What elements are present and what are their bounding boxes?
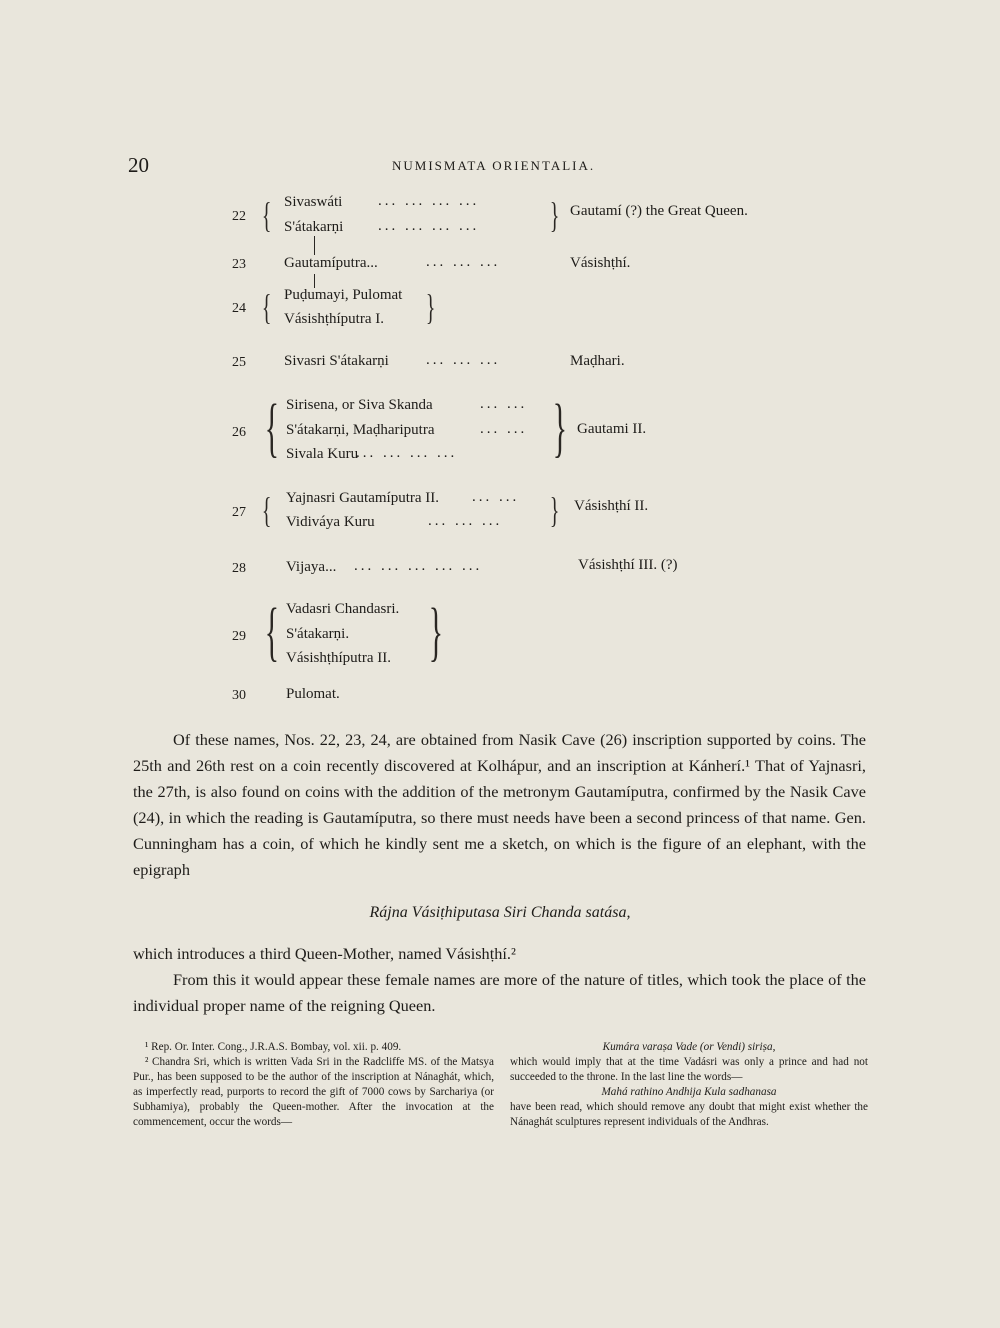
ruler-name: Vadasri Chandasri.	[286, 601, 400, 617]
right-brace: }	[549, 195, 560, 235]
paragraph: From this it would appear these female names are more of the nature of titles, which took the place of the individual proper name of the reigning Queen.	[133, 970, 866, 1015]
left-brace: {	[264, 595, 279, 668]
descent-line	[314, 274, 315, 288]
footnote-quote: Mahá rathino Andhija Kula sadhanasa	[601, 1085, 777, 1098]
page-number: 20	[128, 153, 149, 177]
paragraph: which introduces a third Queen-Mother, named Vásishṭhí.²	[133, 944, 516, 963]
ruler-name: Pulomat.	[286, 686, 340, 702]
queen-name: Maḍhari.	[570, 353, 625, 369]
ruler-name: Vidiváya Kuru	[286, 514, 375, 530]
row-number: 26	[232, 425, 246, 440]
descent-line	[314, 236, 315, 255]
ruler-name: Vásishṭhíputra II.	[286, 650, 391, 666]
body-text	[133, 727, 866, 883]
ruler-name: Vijaya...	[286, 559, 337, 575]
leader-dots: ... ... ... ...	[378, 193, 480, 209]
ruler-name: Sivaswáti	[284, 194, 343, 210]
paragraph: Of these names, Nos. 22, 23, 24, are obtained from Nasik Cave (26) inscription supported by coins. The 25th and 26th rest on a coin recently discovered at Kolhápur, and an inscription at Kánherí.¹ That of Yajnasri, the 27th, is also found on coins with the addition of the metronym Gautamíputra, confirmed by the Nasik Cave (24), in which the reading is Gautamíputra, so there must needs have been a second princess of that name. Gen. Cunningham has a coin, of which he kindly sent me a sketch, on which is the figure of an elephant, with the epigraph	[133, 730, 866, 879]
leader-dots: ... ...	[480, 421, 528, 437]
epigraph: Rájna Vásiṭhiputasa Siri Chanda satása,	[369, 904, 631, 921]
row-number: 27	[232, 505, 246, 520]
left-brace: {	[261, 287, 272, 327]
right-brace: }	[552, 391, 567, 464]
right-brace: }	[425, 287, 436, 327]
ruler-name: Gautamíputra...	[284, 255, 378, 271]
queen-name: Vásishṭhí.	[570, 255, 631, 271]
queen-name: Vásishṭhí II.	[574, 498, 649, 514]
footnotes-right	[510, 1040, 868, 1129]
leader-dots: ... ... ...	[426, 352, 501, 368]
queen-name: Vásishṭhí III. (?)	[578, 557, 678, 573]
ruler-name: Vásishṭhíputra I.	[284, 311, 384, 327]
row-number: 24	[232, 301, 246, 316]
row-number: 25	[232, 355, 246, 370]
leader-dots: ... ... ... ... ...	[354, 558, 483, 574]
ruler-name: Sivala Kuru	[286, 446, 359, 462]
footnote-text: which would imply that at the time Vadásri was only a prince and had not succeeded to the throne. In the last line the words—	[510, 1055, 868, 1083]
row-number: 22	[232, 209, 246, 224]
queen-name: Gautamí (?) the Great Queen.	[570, 203, 748, 219]
leader-dots: ... ...	[472, 489, 520, 505]
row-number: 30	[232, 688, 246, 703]
leader-dots: ... ... ... ...	[356, 445, 458, 461]
footnote-2: ² Chandra Sri, which is written Vada Sri in the Radcliffe MS. of the Matsya Pur., has been supposed to be the author of the inscription at Nánaghát, which, as imperfectly read, purports to record the gift of 7000 cows by Sarchariya (or Subhamiya), probably the Queen-mother. After the invocation at the commencement, occur the words—	[133, 1055, 494, 1128]
footnotes-left	[133, 1040, 494, 1129]
leader-dots: ... ... ... ...	[378, 218, 480, 234]
ruler-name: Sivasri S'átakarṇi	[284, 353, 389, 369]
footnote-quote: Kumára varaṣa Vade (or Vendi) siriṣa,	[602, 1041, 776, 1053]
footnote-1: ¹ Rep. Or. Inter. Cong., J.R.A.S. Bombay, vol. xii. p. 409.	[145, 1041, 402, 1053]
ruler-name: S'átakarṇi.	[286, 626, 350, 642]
ruler-name: Sirisena, or Siva Skanda	[286, 397, 433, 413]
row-number: 23	[232, 257, 246, 272]
ruler-name: Yajnasri Gautamíputra II.	[286, 490, 440, 506]
ruler-name: S'átakarṇi	[284, 219, 344, 235]
queen-name: Gautami II.	[577, 421, 647, 437]
running-title: NUMISMATA ORIENTALIA.	[392, 158, 596, 173]
right-brace: }	[549, 490, 560, 530]
leader-dots: ... ...	[480, 396, 528, 412]
footnote-text: have been read, which should remove any doubt that might exist whether the Nánaghát sculptures represent individuals of the Andhras.	[510, 1100, 868, 1128]
row-number: 29	[232, 629, 246, 644]
left-brace: {	[261, 195, 272, 235]
body-text-continued	[133, 941, 866, 1019]
left-brace: {	[264, 391, 279, 464]
leader-dots: ... ... ...	[426, 254, 501, 270]
ruler-name: S'átakarṇi, Maḍhariputra	[286, 422, 435, 438]
right-brace: }	[428, 595, 443, 668]
left-brace: {	[261, 490, 272, 530]
leader-dots: ... ... ...	[428, 513, 503, 529]
ruler-name: Puḍumayi, Pulomat	[284, 287, 403, 303]
row-number: 28	[232, 561, 246, 576]
